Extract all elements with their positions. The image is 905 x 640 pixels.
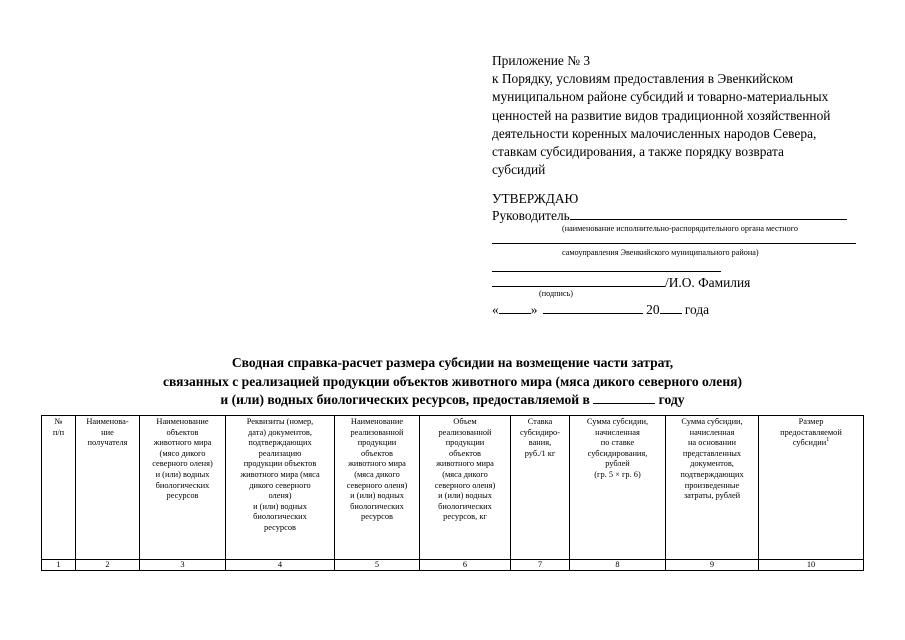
header-line: ресурсов <box>361 512 393 522</box>
header-line: по ставке <box>600 438 635 448</box>
column-header <box>335 416 420 560</box>
annex-text-line: субсидий <box>492 162 546 178</box>
title-line-3-end: году <box>658 392 685 407</box>
column-header <box>226 416 335 560</box>
column-header <box>140 416 226 560</box>
header-line: биологических <box>350 501 404 511</box>
header-line: животного мира <box>153 438 212 448</box>
signature-caption: (подпись) <box>539 289 573 298</box>
header-line: произведенные <box>684 480 740 490</box>
column-header <box>759 416 864 560</box>
header-line: продукции <box>445 438 485 448</box>
head-label: Руководитель <box>492 208 570 223</box>
header-line: реализованной <box>438 427 492 437</box>
day-underline <box>499 301 531 314</box>
title-line-2: связанных с реализацией продукции объектов животного мира (мяса дикого северного оленя) <box>162 373 743 389</box>
annex-number: Приложение № 3 <box>492 53 591 68</box>
header-line: Ставка <box>527 417 553 426</box>
header-line: получателя <box>87 438 128 448</box>
header-line: дикого северного <box>249 480 311 490</box>
extra-field-underline <box>492 257 721 272</box>
annex-block <box>492 52 892 179</box>
annex-text-line: деятельности коренных малочисленных народов Севера, <box>492 125 817 141</box>
signature-line <box>492 272 872 290</box>
header-line: биологических <box>155 480 210 490</box>
header-line: п/п <box>52 427 65 437</box>
header-line: реализованной <box>350 427 404 437</box>
header-line: оленя) <box>268 491 292 501</box>
title-line-1: Сводная справка-расчет размера субсидии на возмещение части затрат, <box>231 355 674 370</box>
header-line: продукции <box>357 438 397 448</box>
year-suffix: года <box>684 302 710 317</box>
column-header <box>76 416 140 560</box>
year-prefix: 20 <box>646 302 660 317</box>
signature-underline <box>492 272 665 287</box>
header-line: подтверждающих <box>680 469 744 479</box>
header-line: предоставляемой <box>780 427 842 437</box>
subsidy-calculation-table <box>41 415 864 571</box>
header-line: (гр. 5 × гр. 6) <box>594 469 641 479</box>
header-line: северного оленя) <box>152 459 213 469</box>
header-line: начисленная <box>689 427 735 437</box>
header-line: № <box>54 417 63 426</box>
column-header <box>42 416 76 560</box>
column-header <box>420 416 511 560</box>
header-line: Наименование <box>350 417 404 426</box>
header-line: затраты, рублей <box>683 491 741 501</box>
header-line: Наименова- <box>86 417 129 426</box>
column-number: 7 <box>511 560 570 571</box>
org-caption-1: (наименование исполнительно-распорядительного органа местного <box>562 224 798 233</box>
date-close-quote: » <box>530 302 538 317</box>
month-underline <box>543 301 643 314</box>
header-line: Реквизиты (номер, <box>246 417 314 426</box>
header-text: субсидии <box>792 438 827 448</box>
column-number: 4 <box>226 560 335 571</box>
header-line: вания, <box>528 438 552 448</box>
header-line: северного оленя) <box>346 480 408 490</box>
header-line: рублей <box>605 459 630 469</box>
column-header <box>511 416 570 560</box>
header-line: (мясо дикого <box>159 448 206 458</box>
annex-text-line: ценностей на развитие видов традиционной хозяйственной <box>492 107 831 123</box>
annex-text-line: ставкам субсидирования, а также порядку возврата <box>492 144 784 160</box>
header-line: субсидиро- <box>519 427 561 437</box>
header-line: и (или) водных <box>253 501 307 511</box>
header-line: (мяса дикого <box>354 469 400 479</box>
annex-text-line: муниципальном районе субсидий и товарно-материальных <box>492 89 829 105</box>
header-line: объектов <box>166 427 199 437</box>
header-line: (мяса дикого <box>442 469 488 479</box>
header-line: продукции объектов <box>243 459 317 469</box>
year-blank <box>593 391 655 404</box>
header-line: животного мира (мяса <box>240 469 320 479</box>
header-line: ресурсов <box>166 491 199 501</box>
annex-text-line: к Порядку, условиям предоставления в Эвенкийском <box>492 71 794 87</box>
header-line: документов, <box>690 459 734 469</box>
document-title <box>0 354 905 410</box>
column-number: 8 <box>570 560 666 571</box>
header-line: субсидирования, <box>587 448 648 458</box>
title-line-3-start: и (или) водных биологических ресурсов, предоставляемой в <box>220 392 590 407</box>
year-underline <box>660 301 682 314</box>
header-line <box>760 438 862 449</box>
org-caption-2: самоуправления Эвенкийского муниципального района) <box>562 248 759 257</box>
header-line: и (или) водных <box>350 491 404 501</box>
date-line <box>492 301 872 319</box>
header-line: ние <box>101 427 114 437</box>
header-line: Объем <box>453 417 477 426</box>
header-line: руб./1 кг <box>524 448 556 458</box>
header-line: начисленная <box>595 427 640 437</box>
header-line: и (или) водных <box>438 491 492 501</box>
header-line: Сумма субсидии, <box>681 417 743 426</box>
header-line: подтверждающих <box>248 438 312 448</box>
column-number: 5 <box>335 560 420 571</box>
head-line <box>492 208 872 226</box>
header-line: ресурсов <box>264 522 296 532</box>
header-line: реализацию <box>258 448 302 458</box>
header-line: объектов <box>361 448 393 458</box>
header-line: биологических <box>438 501 492 511</box>
header-line: Размер <box>798 417 824 426</box>
column-number: 3 <box>140 560 226 571</box>
column-number: 9 <box>666 560 759 571</box>
column-number: 10 <box>759 560 864 571</box>
header-line: Сумма субсидии, <box>586 417 649 426</box>
header-line: и (или) водных <box>155 469 210 479</box>
header-line: биологических <box>253 512 307 522</box>
column-header <box>570 416 666 560</box>
header-line: Наименование <box>156 417 209 426</box>
header-line: на основании <box>687 438 737 448</box>
header-line: представленных <box>682 448 742 458</box>
header-line: объектов <box>449 448 481 458</box>
date-open-quote: « <box>492 302 499 317</box>
header-line: животного мира <box>436 459 494 469</box>
header-line: дата) документов, <box>248 427 312 437</box>
column-header <box>666 416 759 560</box>
head-field-underline <box>570 219 847 220</box>
title-line-3 <box>0 391 905 410</box>
column-number: 1 <box>42 560 76 571</box>
table-header-row <box>42 416 864 560</box>
header-line: ресурсов, кг <box>443 512 487 522</box>
org-field-underline <box>492 233 856 244</box>
footnote-marker: 1 <box>826 437 830 444</box>
header-line: северного оленя) <box>434 480 496 490</box>
signer-name: /И.О. Фамилия <box>665 275 751 290</box>
column-number: 2 <box>76 560 140 571</box>
approval-heading: УТВЕРЖДАЮ <box>492 191 579 206</box>
approval-block <box>492 190 872 319</box>
column-number-row <box>42 560 864 571</box>
header-line: животного мира <box>348 459 406 469</box>
column-number: 6 <box>420 560 511 571</box>
